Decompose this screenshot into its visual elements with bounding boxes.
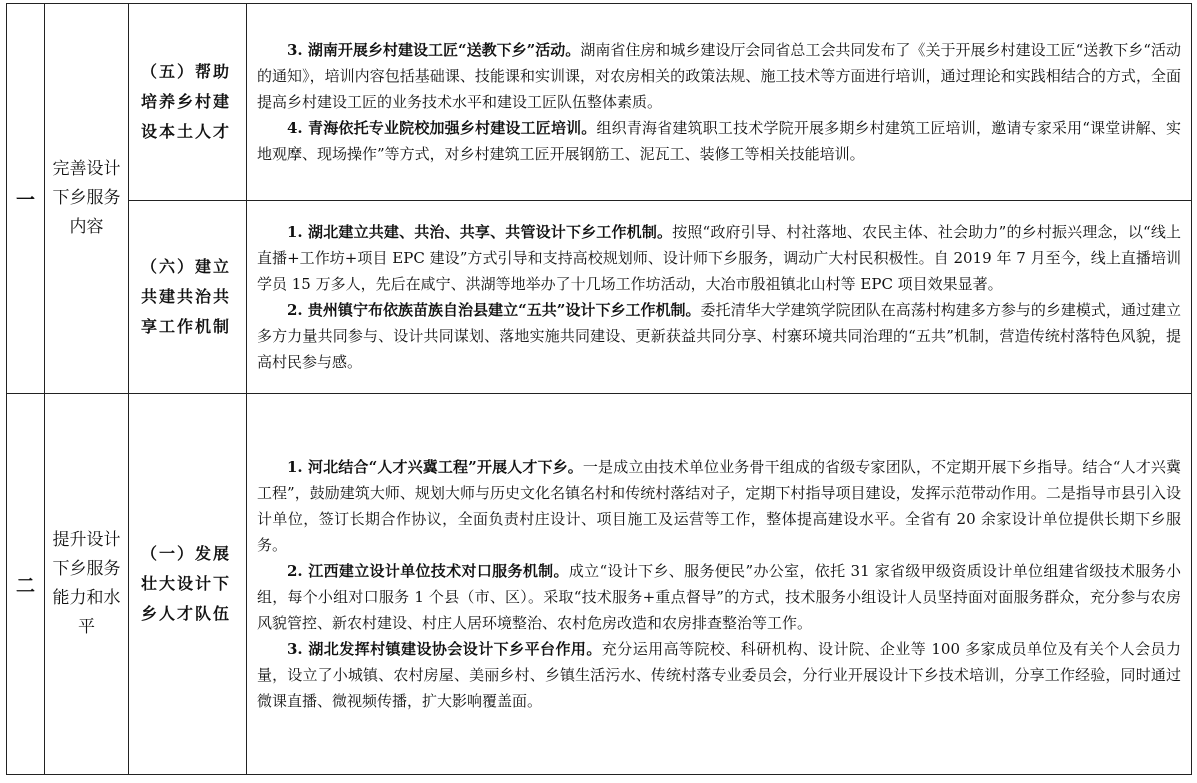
item-text: 一是成立由技术单位业务骨干组成的省级专家团队，不定期开展下乡指导。结合“人才兴冀工程”，鼓励建筑大师、规划大师与历史文化名镇名村和传统村落结对子，定期下村指导项目建设，发挥示范带动作用。二是指导市县引入设计单位，签订长期合作协议，全面负责村庄设计、项目施工及运营等工作，整体提高建设水平。全省有 20 余家设计单位提供长期下乡服务。 <box>257 458 1181 554</box>
content-paragraph <box>257 636 1181 714</box>
content-paragraph <box>257 558 1181 636</box>
subsection-title: （六）建立共建共治共享工作机制 <box>129 201 247 394</box>
table-row <box>7 394 1192 775</box>
section-category: 提升设计下乡服务能力和水平 <box>45 394 129 775</box>
content-paragraph <box>257 115 1181 167</box>
item-lead: 2. 贵州镇宁布依族苗族自治县建立“五共”设计下乡工作机制。 <box>287 301 701 319</box>
item-text: 湖南省住房和城乡建设厅会同省总工会共同发布了《关于开展乡村建设工匠“送教下乡“活动的通知》，培训内容包括基础课、技能课和实训课，对农房相关的政策法规、施工技术等方面进行培训，通过理论和实践相结合的方式，全面提高乡村建设工匠的业务技术水平和建设工匠队伍整体素质。 <box>257 41 1181 111</box>
table-row <box>7 201 1192 394</box>
subsection-title: （一）发展壮大设计下乡人才队伍 <box>129 394 247 775</box>
content-paragraph <box>257 37 1181 115</box>
item-text: 组织青海省建筑职工技术学院开展多期乡村建筑工匠培训，邀请专家采用“课堂讲解、实地观摩、现场操作”等方式，对乡村建筑工匠开展钢筋工、泥瓦工、装修工等相关技能培训。 <box>257 119 1181 163</box>
table-row <box>7 4 1192 201</box>
subsection-content <box>247 4 1192 201</box>
section-category: 完善设计下乡服务内容 <box>45 4 129 394</box>
content-paragraph <box>257 219 1181 297</box>
item-lead: 1. 河北结合“人才兴冀工程”开展人才下乡。 <box>287 458 583 476</box>
item-lead: 3. 湖北发挥村镇建设协会设计下乡平台作用。 <box>287 640 602 658</box>
item-lead: 3. 湖南开展乡村建设工匠“送教下乡”活动。 <box>287 41 581 59</box>
content-paragraph <box>257 454 1181 558</box>
item-lead: 4. 青海依托专业院校加强乡村建设工匠培训。 <box>287 119 597 137</box>
item-text: 按照“政府引导、村社落地、农民主体、社会助力”的乡村振兴理念，以“线上直播+工作坊+项目 EPC 建设”方式引导和支持高校规划师、设计师下乡服务，调动广大村民积极性。自 2019 年 7 月至今，线上直播培训学员 15 万多人，先后在咸宁、洪湖等地举办了十几场工作坊活动，大冶市殷祖镇北山村等 EPC 项目效果显著。 <box>257 223 1181 293</box>
item-text: 委托清华大学建筑学院团队在高荡村构建多方参与的乡建模式，通过建立多方力量共同参与、设计共同谋划、落地实施共同建设、更新获益共同分享、村寨环境共同治理的“五共”机制，营造传统村落特色风貌，提高村民参与感。 <box>257 301 1181 371</box>
policy-table <box>6 3 1192 775</box>
subsection-content <box>247 394 1192 775</box>
content-paragraph <box>257 297 1181 375</box>
subsection-content <box>247 201 1192 394</box>
section-number: 二 <box>7 394 45 775</box>
subsection-title: （五）帮助培养乡村建设本土人才 <box>129 4 247 201</box>
item-text: 成立“设计下乡、服务便民”办公室，依托 31 家省级甲级资质设计单位组建省级技术服务小组，每个小组对口服务 1 个县（市、区）。采取“技术服务+重点督导”的方式，技术服务小组设计人员坚持面对面服务群众，充分参与农房风貌管控、新农村建设、村庄人居环境整治、农村危房改造和农房排查整治等工作。 <box>257 562 1181 632</box>
item-text: 充分运用高等院校、科研机构、设计院、企业等 100 多家成员单位及有关个人会员力量，设立了小城镇、农村房屋、美丽乡村、乡镇生活污水、传统村落专业委员会，分行业开展设计下乡技术培训，分享工作经验，同时通过微课直播、微视频传播，扩大影响覆盖面。 <box>257 640 1181 710</box>
item-lead: 2. 江西建立设计单位技术对口服务机制。 <box>287 562 569 580</box>
item-lead: 1. 湖北建立共建、共治、共享、共管设计下乡工作机制。 <box>287 223 673 241</box>
section-number: 一 <box>7 4 45 394</box>
